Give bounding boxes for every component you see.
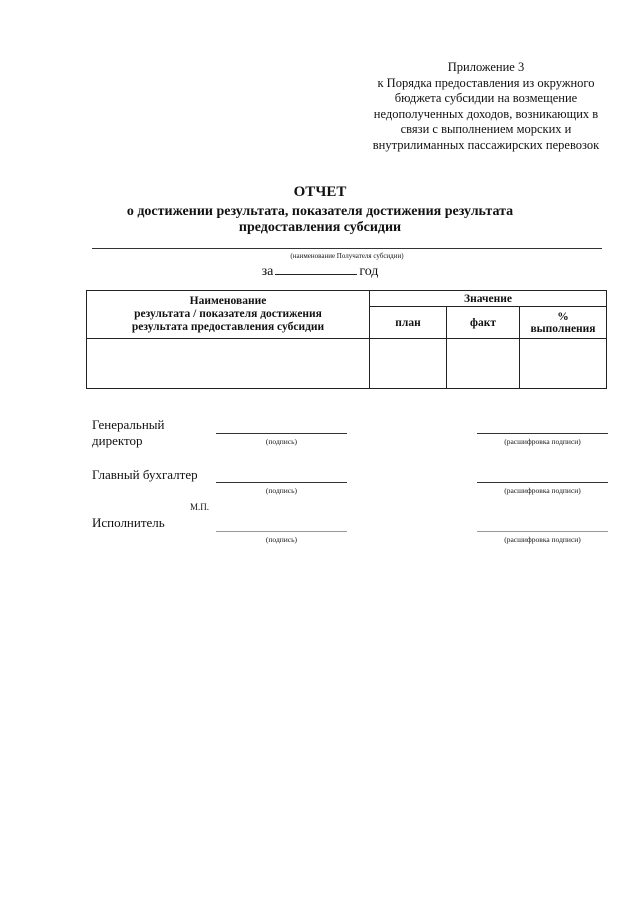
executor-decode-caption: (расшифровка подписи) bbox=[504, 535, 581, 544]
report-subtitle bbox=[0, 204, 640, 236]
recipient-caption: (наименование Получателя субсидии) bbox=[290, 252, 404, 260]
table-header-name bbox=[87, 291, 370, 339]
executor-decode-line[interactable] bbox=[477, 531, 608, 532]
header-name-line1: Наименование bbox=[189, 295, 267, 307]
appendix-block bbox=[360, 60, 612, 153]
appendix-line: связи с выполнением морских и bbox=[400, 122, 572, 136]
table-row bbox=[87, 339, 607, 389]
results-table bbox=[86, 290, 607, 389]
executor-label: Исполнитель bbox=[92, 515, 165, 530]
director-decode-caption: (расшифровка подписи) bbox=[504, 437, 581, 446]
table-header-value: Значение bbox=[370, 291, 607, 307]
appendix-line: Приложение 3 bbox=[447, 60, 525, 74]
executor-signature-caption: (подпись) bbox=[265, 535, 298, 544]
header-name-line2: результата / показателя достижения bbox=[134, 308, 322, 320]
accountant-label: Главный бухгалтер bbox=[92, 467, 198, 482]
director-signature-line[interactable] bbox=[216, 433, 347, 434]
accountant-signature-line[interactable] bbox=[216, 482, 347, 483]
header-percent-label: выполнения bbox=[530, 322, 596, 335]
director-decode-line[interactable] bbox=[477, 433, 608, 434]
accountant-signature-caption: (подпись) bbox=[265, 486, 298, 495]
recipient-name-line[interactable] bbox=[92, 248, 602, 249]
appendix-line: недополученных доходов, возникающих в bbox=[373, 106, 599, 121]
period-prefix: за bbox=[261, 264, 274, 279]
report-subtitle-line2: предоставления субсидии bbox=[238, 220, 402, 235]
cell-fact[interactable] bbox=[447, 339, 520, 389]
appendix-line: к Порядка предоставления из окружного bbox=[377, 75, 595, 90]
director-signature-caption: (подпись) bbox=[265, 437, 298, 446]
period-suffix: год bbox=[359, 264, 379, 279]
cell-plan[interactable] bbox=[370, 339, 447, 389]
report-title: ОТЧЕТ bbox=[293, 184, 347, 200]
director-label bbox=[92, 417, 164, 449]
appendix-line: внутрилиманных пассажирских перевозок bbox=[372, 137, 600, 152]
appendix-line: бюджета субсидии на возмещение bbox=[394, 91, 578, 105]
table-header-fact: факт bbox=[447, 307, 520, 339]
report-period bbox=[0, 262, 640, 280]
cell-percent[interactable] bbox=[520, 339, 607, 389]
table-header-plan: план bbox=[370, 307, 447, 339]
table-header-percent bbox=[520, 307, 607, 339]
report-subtitle-line1: о достижении результата, показателя достижения результата bbox=[126, 204, 514, 219]
header-percent-sign: % bbox=[557, 310, 569, 323]
director-label-line1: Генеральный bbox=[92, 417, 165, 432]
executor-signature-line[interactable] bbox=[216, 531, 347, 532]
cell-name[interactable] bbox=[87, 339, 370, 389]
stamp-label: М.П. bbox=[190, 502, 210, 512]
accountant-decode-line[interactable] bbox=[477, 482, 608, 483]
director-label-line2: директор bbox=[92, 433, 143, 448]
period-year-field[interactable] bbox=[275, 262, 357, 275]
accountant-decode-caption: (расшифровка подписи) bbox=[504, 486, 581, 495]
header-name-line3: результата предоставления субсидии bbox=[131, 321, 325, 333]
